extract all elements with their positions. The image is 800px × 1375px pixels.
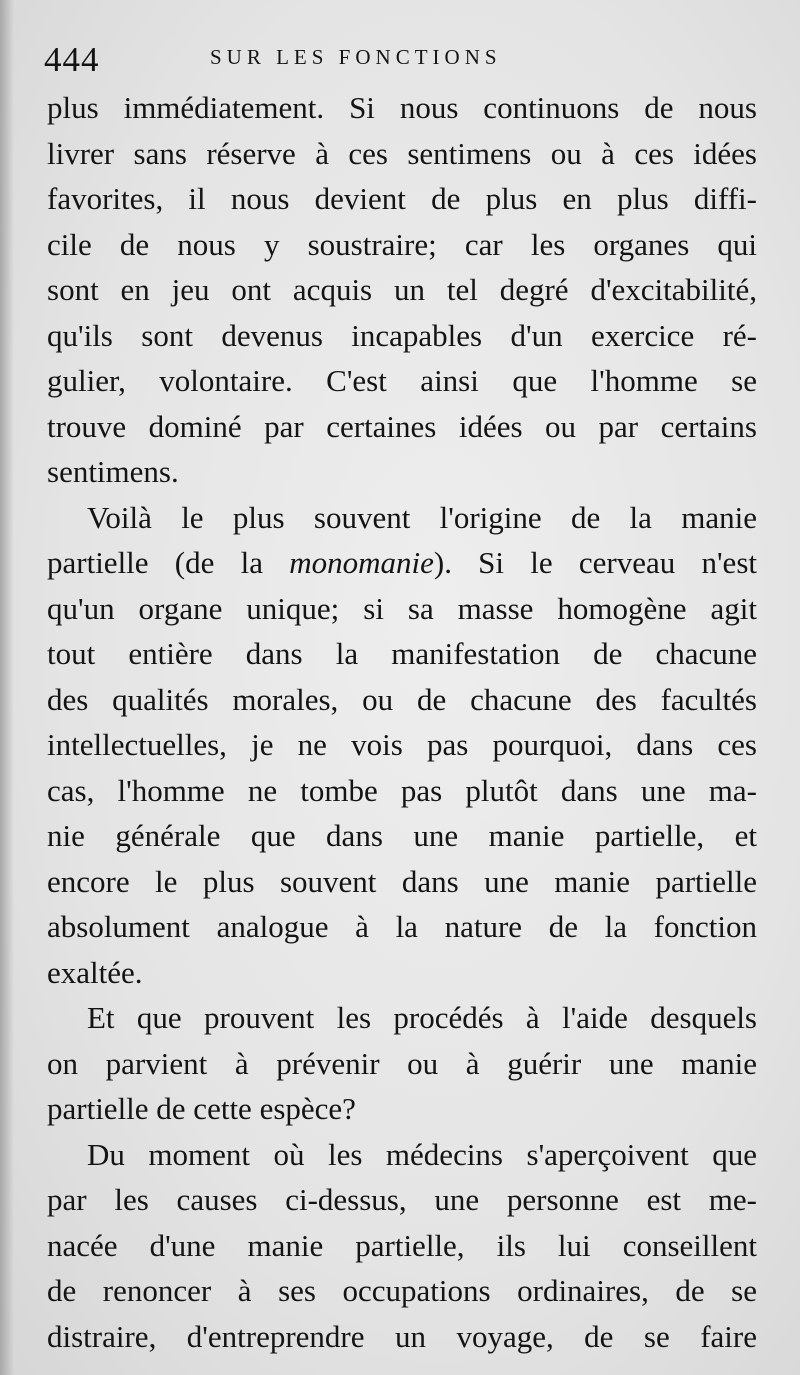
page-header: [44, 38, 764, 82]
text-segment: ). Si le cerveau n'est: [433, 545, 757, 580]
italic-term: monomanie: [289, 545, 434, 580]
text-line: livrer sans réserve à ces sentimens ou à ces idées: [47, 135, 757, 171]
text-line: sentimens.: [47, 454, 179, 489]
paragraph-4: [47, 1132, 757, 1360]
text-line: par les causes ci-dessus, une personne est me-: [47, 1182, 757, 1217]
paragraph-2: [47, 495, 757, 996]
text-line: favorites, il nous devient de plus en plus diffi-: [47, 181, 757, 216]
text-line: partielle de cette espèce?: [47, 1091, 356, 1126]
text-line: tout entière dans la manifestation de chacune: [47, 636, 757, 671]
text-line: gulier, volontaire. C'est ainsi que l'homme se: [47, 363, 757, 398]
text-line: encore le plus souvent dans une manie partielle: [47, 863, 757, 899]
body-text: [47, 85, 757, 1359]
paragraph-1: [47, 85, 757, 495]
text-line: trouve dominé par certaines idées ou par certains: [47, 408, 757, 444]
running-head: SUR LES FONCTIONS: [210, 45, 502, 69]
paragraph-3: [47, 995, 757, 1132]
text-line: intellectuelles, je ne vois pas pourquoi, dans ces: [47, 727, 757, 762]
text-line-with-italic: [47, 540, 757, 586]
text-line: exaltée.: [47, 954, 143, 990]
text-line: Du moment où les médecins s'aperçoivent que: [87, 1136, 757, 1172]
page-number: 444: [44, 40, 100, 79]
text-line: Voilà le plus souvent l'origine de la manie: [87, 499, 757, 535]
text-segment: partielle (de la: [47, 545, 290, 580]
text-line: des qualités morales, ou de chacune des facultés: [47, 681, 757, 717]
text-line: plus immédiatement. Si nous continuons de nous: [47, 90, 757, 125]
text-line: qu'un organe unique; si sa masse homogène agit: [47, 590, 757, 626]
text-line: de renoncer à ses occupations ordinaires, de se: [47, 1273, 757, 1308]
text-line: distraire, d'entreprendre un voyage, de se faire: [47, 1318, 757, 1354]
text-line: cile de nous y soustraire; car les organes qui: [47, 226, 757, 262]
text-line: nie générale que dans une manie partielle, et: [47, 818, 757, 853]
text-line: Et que prouvent les procédés à l'aide desquels: [87, 1000, 757, 1035]
text-line: sont en jeu ont acquis un tel degré d'excitabilité,: [47, 272, 757, 307]
text-line: on parvient à prévenir ou à guérir une manie: [47, 1045, 757, 1081]
text-line: cas, l'homme ne tombe pas plutôt dans une ma-: [47, 772, 757, 808]
page-gutter-shadow: [0, 0, 14, 1375]
text-line: nacée d'une manie partielle, ils lui conseillent: [47, 1227, 757, 1263]
text-line: absolument analogue à la nature de la fonction: [47, 909, 757, 944]
text-line: qu'ils sont devenus incapables d'un exercice ré-: [47, 317, 757, 353]
